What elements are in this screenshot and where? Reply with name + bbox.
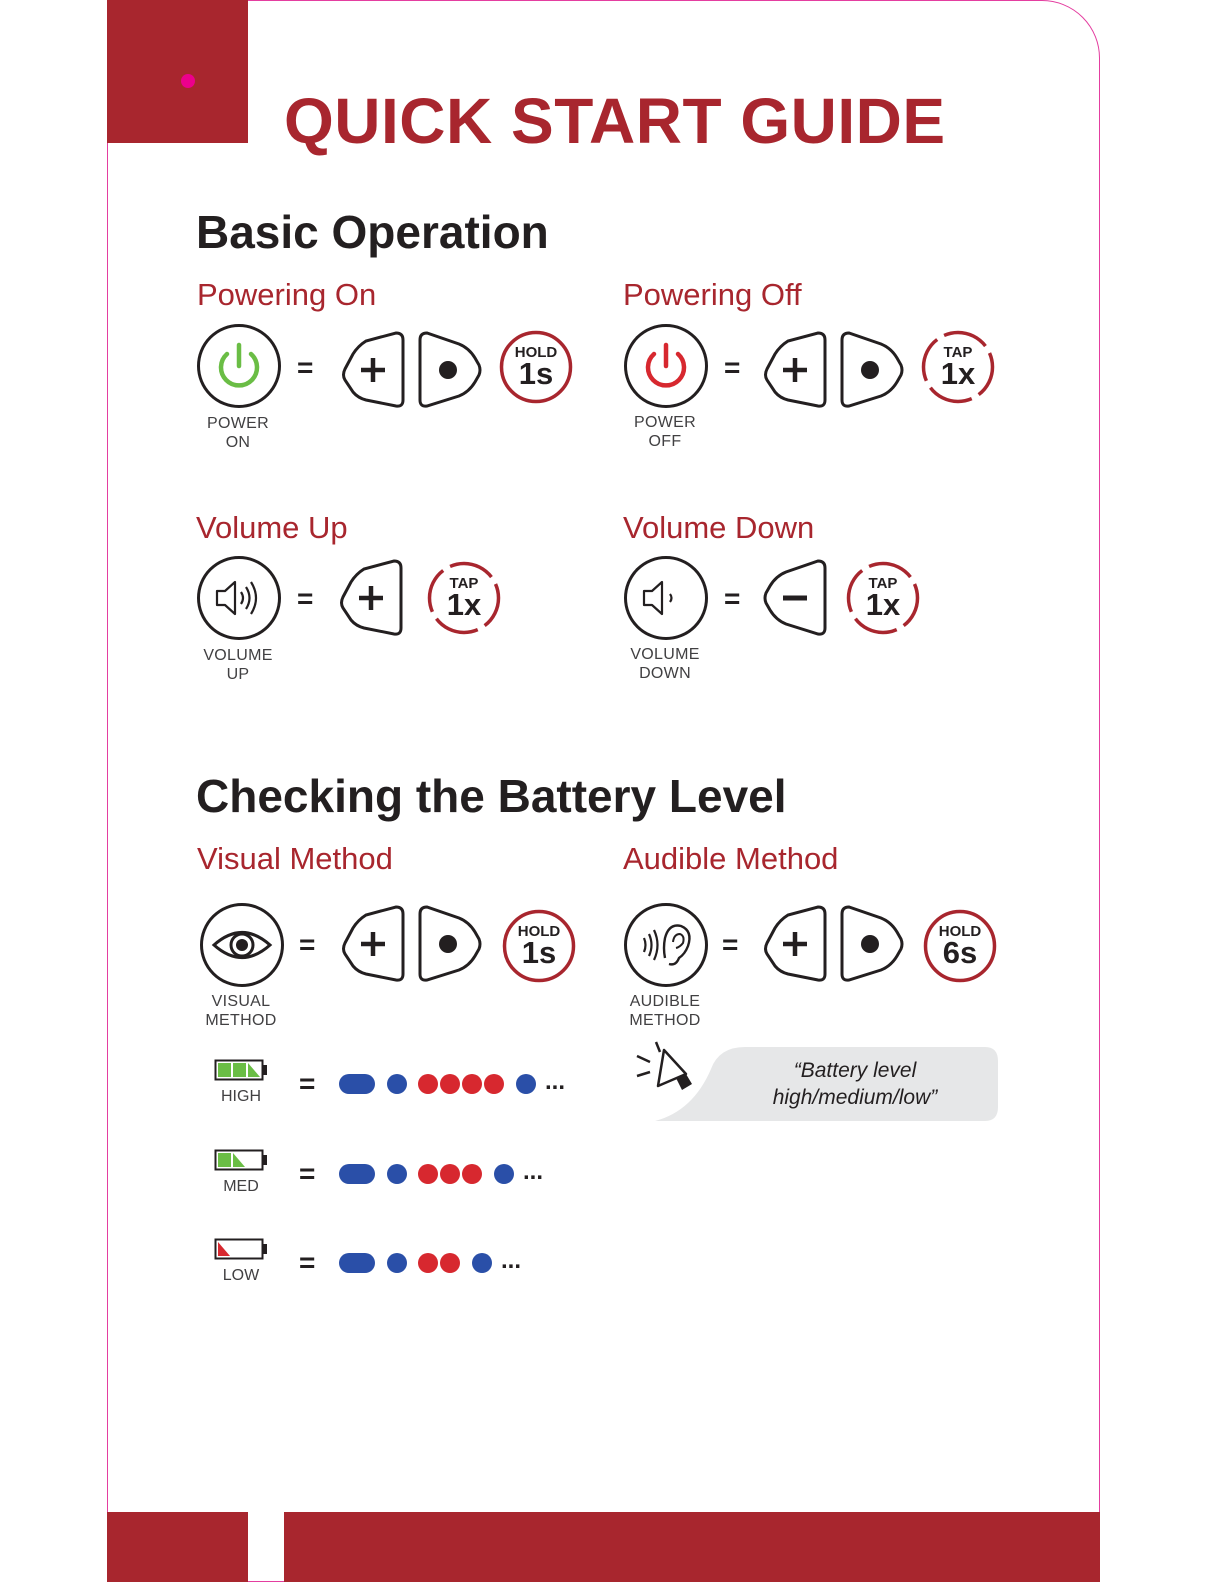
- audible-method-caption: AUDIBLE METHOD: [629, 993, 701, 1029]
- power-on-icon: [197, 324, 281, 408]
- center-button[interactable]: [839, 904, 905, 984]
- equals-sign: =: [299, 1068, 316, 1099]
- battery-med-icon: [214, 1149, 268, 1171]
- visual-method-caption: VISUAL METHOD: [205, 993, 277, 1029]
- tap-badge: TAP 1x: [427, 561, 501, 635]
- footer-bar-right: [284, 1512, 1100, 1582]
- volume-down-caption: VOLUME DOWN: [630, 646, 700, 682]
- power-off-icon: [624, 324, 708, 408]
- equals-sign: =: [299, 1247, 316, 1278]
- center-button[interactable]: [839, 330, 905, 410]
- equals-sign: =: [724, 583, 741, 614]
- equals-sign: =: [299, 1158, 316, 1189]
- led-pattern-med: ...: [339, 1164, 559, 1186]
- battery-level-label: HIGH: [221, 1088, 261, 1105]
- center-button[interactable]: [417, 904, 483, 984]
- volume-up-caption: VOLUME UP: [203, 647, 273, 683]
- section-title-battery: Checking the Battery Level: [196, 770, 787, 822]
- plus-button[interactable]: [340, 330, 406, 410]
- hold-badge: HOLD 1s: [499, 330, 573, 404]
- equals-sign: =: [297, 352, 314, 383]
- center-button[interactable]: [417, 330, 483, 410]
- equals-sign: =: [299, 929, 316, 960]
- battery-level-label: MED: [223, 1178, 259, 1195]
- volume-up-icon: [197, 556, 281, 640]
- subtitle-visual-method: Visual Method: [197, 841, 393, 876]
- subtitle-powering-on: Powering On: [197, 277, 377, 312]
- eye-icon: [200, 903, 284, 987]
- subtitle-volume-down: Volume Down: [623, 510, 815, 545]
- plus-button[interactable]: [762, 330, 828, 410]
- battery-low-icon: [214, 1238, 268, 1260]
- tap-badge: TAP 1x: [846, 561, 920, 635]
- corner-red-block: [107, 0, 248, 143]
- equals-sign: =: [722, 929, 739, 960]
- plus-button[interactable]: [762, 904, 828, 984]
- plus-button[interactable]: [340, 904, 406, 984]
- led-pattern-high: ...: [339, 1074, 579, 1096]
- hold-badge: HOLD 6s: [923, 909, 997, 983]
- battery-high-icon: [214, 1059, 268, 1081]
- tap-badge: TAP 1x: [921, 330, 995, 404]
- minus-button[interactable]: [762, 558, 828, 638]
- subtitle-audible-method: Audible Method: [623, 841, 839, 876]
- section-title-basic-operation: Basic Operation: [196, 206, 549, 258]
- equals-sign: =: [297, 583, 314, 614]
- subtitle-powering-off: Powering Off: [623, 277, 802, 312]
- led-pattern-low: ...: [339, 1253, 539, 1275]
- subtitle-volume-up: Volume Up: [196, 510, 348, 545]
- hold-badge: HOLD 1s: [502, 909, 576, 983]
- ear-icon: [624, 903, 708, 987]
- equals-sign: =: [724, 352, 741, 383]
- footer-bar-left: [107, 1512, 248, 1582]
- power-on-caption: POWER ON: [207, 415, 269, 451]
- page-title: QUICK START GUIDE: [284, 85, 946, 157]
- battery-level-label: LOW: [222, 1267, 260, 1284]
- speech-bubble: “Battery level high/medium/low”: [655, 1047, 998, 1121]
- volume-down-icon: [624, 556, 708, 640]
- registration-dot: [181, 74, 195, 88]
- power-off-caption: POWER OFF: [634, 414, 696, 450]
- plus-button[interactable]: [338, 558, 404, 638]
